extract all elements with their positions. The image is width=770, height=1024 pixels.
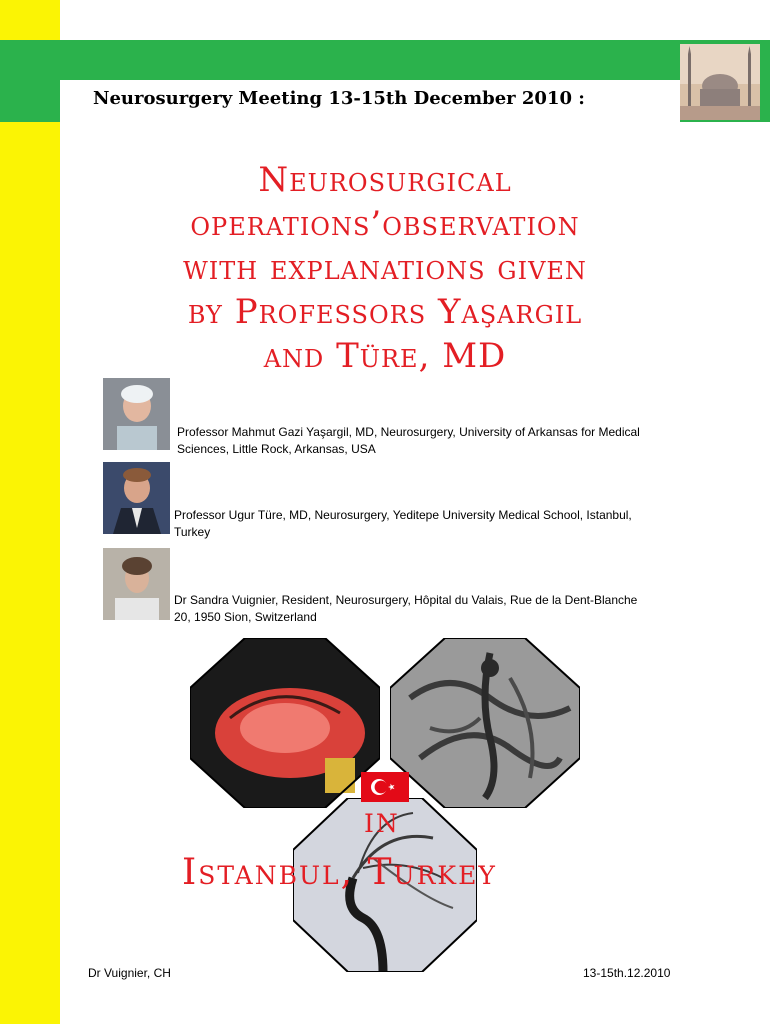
mosque-image bbox=[680, 44, 760, 120]
title-line: by Professors Yaşargil bbox=[187, 292, 583, 332]
speaker-line: Professor Ugur Türe, MD, Neurosurgery, Yeditepe University Medical School, Istanbul, bbox=[174, 508, 632, 522]
vessels-photo bbox=[390, 638, 580, 808]
footer-date: 13-15th.12.2010 bbox=[583, 966, 671, 980]
speaker-line: 20, 1950 Sion, Switzerland bbox=[174, 610, 317, 624]
location-in: in bbox=[364, 800, 400, 841]
side-bar bbox=[0, 0, 60, 1024]
title-line: with explanations given bbox=[183, 248, 587, 288]
speaker-line: Sciences, Little Rock, Arkansas, USA bbox=[177, 442, 376, 456]
speaker-line: Turkey bbox=[174, 525, 211, 539]
turkey-flag-icon bbox=[361, 772, 409, 802]
surgery-photo bbox=[190, 638, 380, 808]
speaker-info bbox=[174, 507, 674, 541]
speaker-photo-ture bbox=[103, 462, 170, 534]
speaker-photo-yasargil bbox=[103, 378, 170, 450]
speaker-info bbox=[174, 592, 674, 626]
title-line: Neurosurgical bbox=[258, 160, 512, 200]
title-line: and Türe, MD bbox=[263, 336, 507, 376]
location-city: Istanbul, Turkey bbox=[182, 852, 497, 893]
footer-author: Dr Vuignier, CH bbox=[88, 966, 171, 980]
meeting-title: Neurosurgery Meeting 13-15th December 2010 : bbox=[93, 88, 585, 109]
speaker-line: Professor Mahmut Gazi Yaşargil, MD, Neurosurgery, University of Arkansas for Medical bbox=[177, 425, 640, 439]
document-title bbox=[70, 158, 700, 378]
title-line: operations’observation bbox=[190, 204, 580, 244]
speaker-line: Dr Sandra Vuignier, Resident, Neurosurgery, Hôpital du Valais, Rue de la Dent-Blanche bbox=[174, 593, 638, 607]
speaker-info bbox=[177, 424, 677, 458]
speaker-photo-vuignier bbox=[103, 548, 170, 620]
